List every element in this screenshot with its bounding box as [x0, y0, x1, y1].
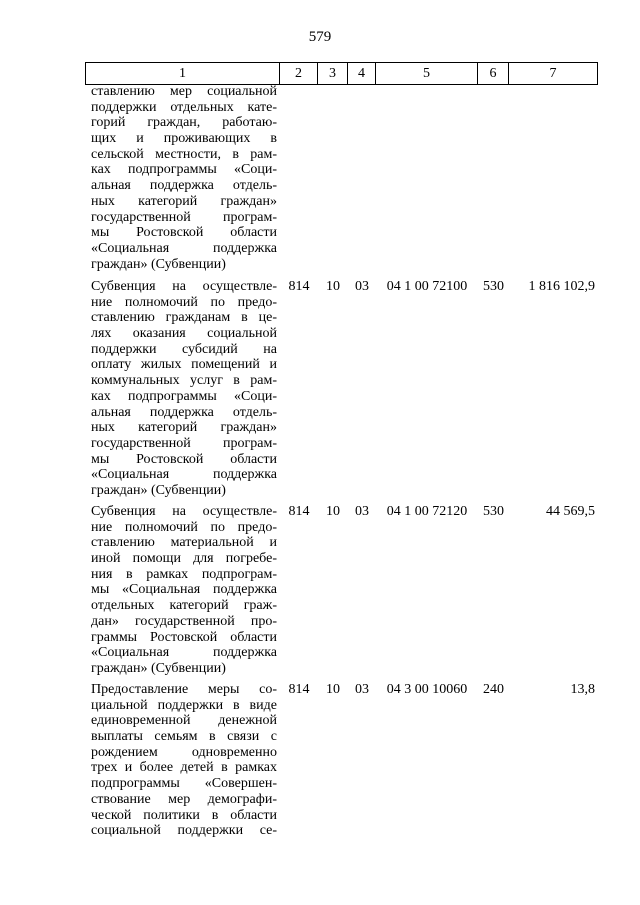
- cell-target-article: 04 1 00 72120: [386, 504, 468, 519]
- desc-line: дан» государственной про-: [91, 613, 277, 629]
- cell-ministry: 814: [288, 682, 310, 697]
- desc-line: рождением одновременно: [91, 744, 277, 760]
- desc-line: ках подпрограммы «Соци-: [91, 162, 277, 178]
- cell-subsection: 03: [355, 504, 369, 519]
- cell-target-article: 04 3 00 10060: [386, 682, 468, 697]
- row-description: [91, 682, 277, 839]
- desc-line: ставлению мер социальной: [91, 84, 277, 99]
- desc-line: граждан» (Субвенции): [91, 482, 226, 498]
- cell-amount: 44 569,5: [546, 504, 595, 519]
- desc-line: ставлению гражданам в це-: [91, 310, 277, 326]
- desc-line: коммунальных услуг в рам-: [91, 373, 277, 389]
- desc-line: трех и более детей в рамках: [91, 760, 277, 776]
- desc-line: отдельных категорий граж-: [91, 598, 277, 614]
- desc-line: горий граждан, работаю-: [91, 115, 277, 131]
- desc-line: ках подпрограммы «Соци-: [91, 388, 277, 404]
- header-col-4: 4: [348, 63, 376, 85]
- desc-line: альная поддержка отдель-: [91, 404, 277, 420]
- desc-line: оплату жилых помещений и: [91, 357, 277, 373]
- cell-target-article: 04 1 00 72100: [386, 279, 468, 294]
- header-col-3: 3: [318, 63, 348, 85]
- desc-line: сельской местности, в рам-: [91, 146, 277, 162]
- desc-line: социальной поддержки се-: [91, 823, 277, 839]
- desc-line: ставлению материальной и: [91, 535, 277, 551]
- desc-line: мы Ростовской области: [91, 451, 277, 467]
- desc-line: единовременной денежной: [91, 713, 277, 729]
- header-col-5: 5: [376, 63, 478, 85]
- cell-expense-type: 530: [483, 279, 504, 294]
- desc-line: Субвенция на осуществле-: [91, 279, 277, 294]
- desc-line: поддержки отдельных кате-: [91, 99, 277, 115]
- desc-line: граждан» (Субвенции): [91, 256, 226, 272]
- desc-line: «Социальная поддержка: [91, 240, 277, 256]
- cell-amount: 1 816 102,9: [528, 279, 595, 294]
- header-col-6: 6: [478, 63, 509, 85]
- desc-line: государственной програм-: [91, 435, 277, 451]
- row-description: [91, 504, 277, 677]
- cell-subsection: 03: [355, 682, 369, 697]
- cell-ministry: 814: [288, 279, 310, 294]
- desc-line: граммы Ростовской области: [91, 629, 277, 645]
- cell-section: 10: [326, 504, 340, 519]
- row-description: [91, 279, 277, 499]
- desc-line: лях оказания социальной: [91, 326, 277, 342]
- desc-line: ных категорий граждан»: [91, 420, 277, 436]
- cell-subsection: 03: [355, 279, 369, 294]
- row-description: [91, 84, 277, 272]
- desc-line: поддержки субсидий на: [91, 341, 277, 357]
- cell-amount: 13,8: [570, 682, 595, 697]
- desc-line: выплаты семьям в связи с: [91, 729, 277, 745]
- desc-line: мы Ростовской области: [91, 225, 277, 241]
- header-col-7: 7: [509, 63, 598, 85]
- header-row: [86, 63, 598, 85]
- desc-line: Предоставление меры со-: [91, 682, 277, 697]
- cell-ministry: 814: [288, 504, 310, 519]
- column-header-table: [85, 62, 598, 85]
- desc-line: подпрограммы «Совершен-: [91, 776, 277, 792]
- page-number: 579: [308, 29, 332, 45]
- cell-expense-type: 240: [483, 682, 504, 697]
- header-col-1: 1: [86, 63, 280, 85]
- desc-line: ствование мер демографи-: [91, 791, 277, 807]
- desc-line: мы «Социальная поддержка: [91, 582, 277, 598]
- desc-line: государственной програм-: [91, 209, 277, 225]
- desc-line: ных категорий граждан»: [91, 193, 277, 209]
- desc-line: Субвенция на осуществле-: [91, 504, 277, 519]
- desc-line: граждан» (Субвенции): [91, 660, 226, 676]
- cell-section: 10: [326, 279, 340, 294]
- cell-section: 10: [326, 682, 340, 697]
- desc-line: ческой политики в области: [91, 807, 277, 823]
- desc-line: «Социальная поддержка: [91, 645, 277, 661]
- desc-line: «Социальная поддержка: [91, 467, 277, 483]
- desc-line: циальной поддержки в виде: [91, 697, 277, 713]
- desc-line: щих и проживающих в: [91, 131, 277, 147]
- cell-expense-type: 530: [483, 504, 504, 519]
- desc-line: ния в рамках подпрограм-: [91, 566, 277, 582]
- desc-line: ние полномочий по предо-: [91, 519, 277, 535]
- header-col-2: 2: [280, 63, 318, 85]
- desc-line: иной помощи для погребе-: [91, 551, 277, 567]
- desc-line: ние полномочий по предо-: [91, 294, 277, 310]
- desc-line: альная поддержка отдель-: [91, 178, 277, 194]
